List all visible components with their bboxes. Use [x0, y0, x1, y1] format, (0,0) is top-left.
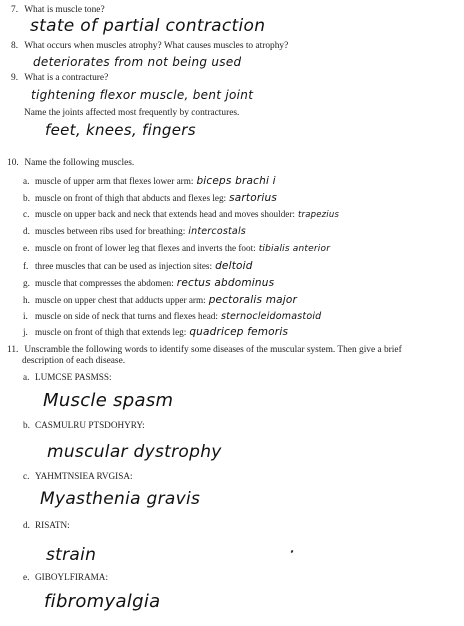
- question-text: Name the following muscles.: [24, 158, 135, 168]
- item-letter: e.: [23, 243, 30, 253]
- item-text: three muscles that can be used as injection sites:: [35, 261, 213, 271]
- question-11-continued: description of each disease.: [22, 356, 126, 366]
- item-letter: d.: [23, 520, 30, 530]
- item-text: muscle of upper arm that flexes lower arm:: [35, 176, 194, 186]
- answer-11d-handwritten: strain: [46, 545, 97, 565]
- answer-11e-handwritten: fibromyalgia: [44, 591, 161, 612]
- question-number: 8.: [11, 41, 19, 51]
- item-letter: c.: [23, 209, 30, 219]
- question-11: [7, 345, 402, 356]
- question-number: 10.: [7, 158, 19, 168]
- item-letter: a.: [23, 372, 30, 382]
- question-text: What is muscle tone?: [24, 5, 105, 15]
- item-letter: h.: [23, 295, 30, 305]
- item-text: muscle on front of thigh that abducts and flexes leg:: [35, 193, 227, 203]
- item-answer-handwritten: sartorius: [229, 192, 278, 204]
- answer-11c-handwritten: Myasthenia gravis: [40, 489, 201, 509]
- scrambled-word: CASMULRU PTSDOHYRY:: [35, 420, 145, 430]
- item-answer-handwritten: sternocleidomastoid: [220, 311, 322, 322]
- item-text: muscle on upper chest that adducts upper arm:: [35, 295, 206, 305]
- question-10-item: [23, 209, 339, 221]
- answer-11a-handwritten: Muscle spasm: [43, 390, 174, 411]
- item-text: muscles between ribs used for breathing:: [35, 226, 186, 236]
- item-letter: g.: [23, 278, 30, 288]
- item-letter: f.: [23, 261, 29, 271]
- question-7: [11, 5, 105, 16]
- question-10-item: [23, 176, 276, 187]
- question-10-item: [23, 243, 330, 255]
- question-text: What occurs when muscles atrophy? What causes muscles to atrophy?: [24, 41, 289, 51]
- question-10-item: [23, 193, 277, 204]
- item-answer-handwritten: pectoralis major: [208, 294, 298, 306]
- question-text: What is a contracture?: [24, 73, 109, 83]
- question-9-subquestion: Name the joints affected most frequently by contractures.: [24, 108, 240, 118]
- item-answer-handwritten: tibialis anterior: [258, 244, 331, 254]
- item-answer-handwritten: biceps brachi i: [196, 175, 276, 187]
- scrambled-word: YAHMTNSIEA RVGISA:: [35, 471, 133, 481]
- pencil-speck: [290, 550, 293, 554]
- question-number: 11.: [7, 345, 19, 355]
- question-10: [7, 158, 134, 169]
- item-text: muscle that compresses the abdomen:: [35, 278, 174, 288]
- question-10-item: [23, 295, 297, 306]
- question-11-item: [23, 520, 70, 531]
- question-10-item: [23, 311, 321, 322]
- question-11-item: [23, 372, 112, 383]
- scrambled-word: GIBOYLFIRAMA:: [35, 572, 108, 582]
- item-answer-handwritten: deltoid: [215, 260, 253, 272]
- answer-9-sub-handwritten: feet, knees, fingers: [45, 121, 196, 139]
- item-letter: a.: [23, 176, 30, 186]
- item-letter: e.: [23, 572, 30, 582]
- question-number: 7.: [11, 5, 19, 15]
- answer-8-handwritten: deteriorates from not being used: [33, 55, 242, 69]
- item-answer-handwritten: quadricep femoris: [189, 326, 289, 338]
- item-answer-handwritten: intercostals: [188, 226, 246, 237]
- question-number: 9.: [11, 73, 19, 83]
- item-letter: d.: [23, 226, 30, 236]
- item-text: muscle on side of neck that turns and flexes head:: [35, 311, 218, 321]
- item-text: muscle on upper back and neck that extends head and moves shoulder:: [35, 209, 295, 219]
- answer-9-handwritten: tightening flexor muscle, bent joint: [31, 88, 254, 102]
- question-10-item: [23, 261, 253, 272]
- question-11-item: [23, 471, 133, 482]
- question-text: Unscramble the following words to identify some diseases of the muscular system. Then give a brief: [24, 345, 402, 355]
- item-answer-handwritten: trapezius: [297, 210, 340, 220]
- question-10-item: [23, 327, 288, 338]
- item-text: muscle on front of lower leg that flexes and inverts the foot:: [35, 243, 256, 253]
- question-11-item: [23, 420, 145, 431]
- item-text: muscle on front of thigh that extends leg:: [35, 327, 187, 337]
- question-10-item: [23, 278, 274, 289]
- answer-7-handwritten: state of partial contraction: [30, 16, 266, 36]
- scrambled-word: RISATN:: [35, 520, 70, 530]
- item-answer-handwritten: rectus abdominus: [176, 277, 275, 289]
- item-letter: b.: [23, 420, 30, 430]
- item-letter: b.: [23, 193, 30, 203]
- question-8: [11, 41, 288, 52]
- item-letter: i.: [23, 311, 28, 321]
- question-10-item: [23, 226, 246, 237]
- scrambled-word: LUMCSE PASMSS:: [35, 372, 112, 382]
- question-9: [11, 73, 108, 84]
- question-11-item: [23, 572, 108, 583]
- item-letter: j.: [23, 327, 28, 337]
- answer-11b-handwritten: muscular dystrophy: [47, 442, 222, 462]
- item-letter: c.: [23, 471, 30, 481]
